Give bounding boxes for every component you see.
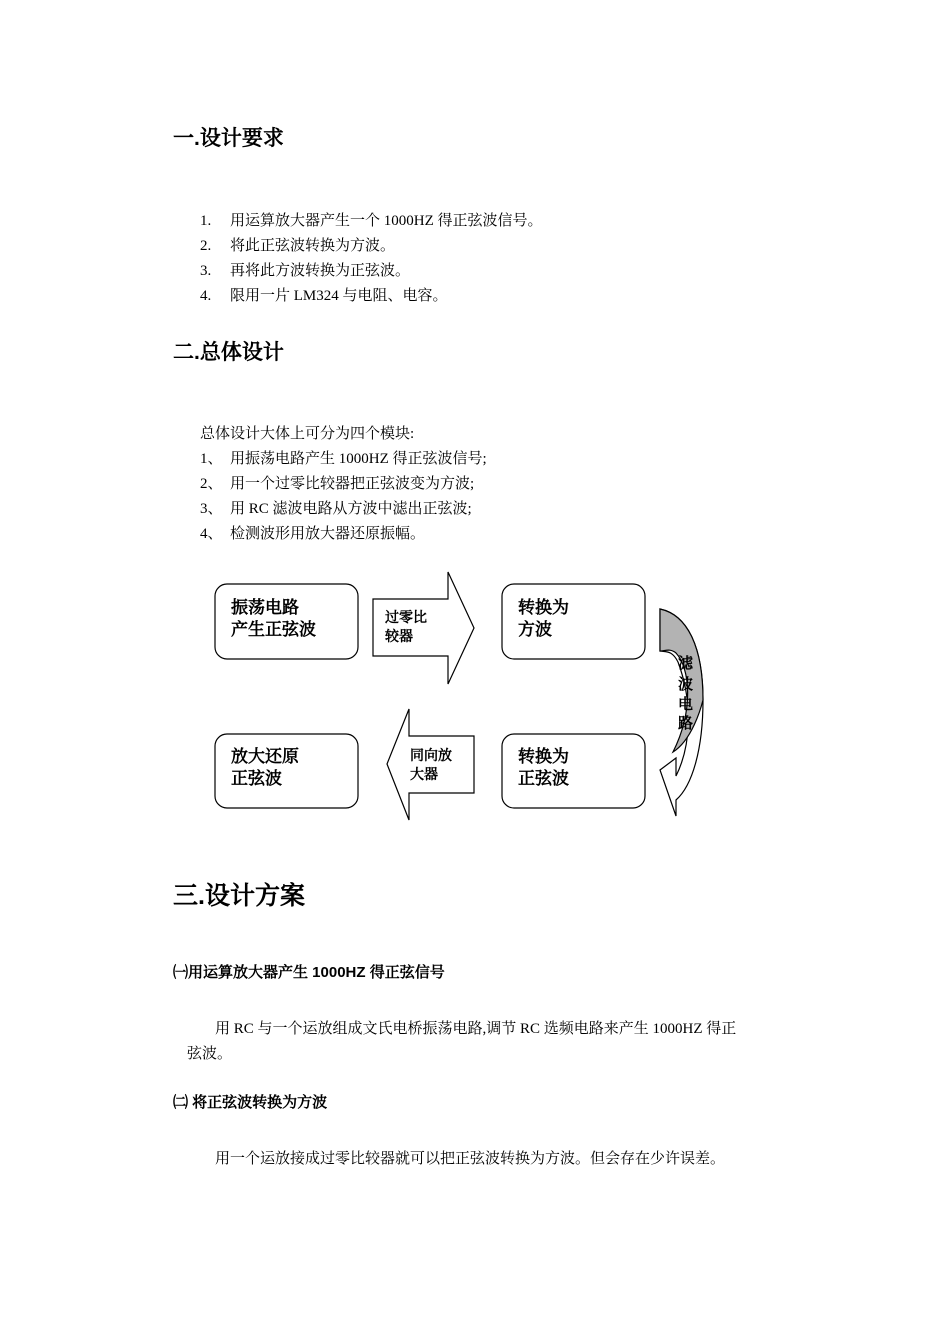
subsection1-para-line2: 弦波。 [187,1046,233,1062]
subsection1-para-line1: 用 RC 与一个运放组成文氏电桥振荡电路,调节 RC 选频电路来产生 1000HZ 得正 [215,1021,737,1037]
list-item: 1、 用振荡电路产生 1000HZ 得正弦波信号; [200,451,487,467]
subsection2-para: 用一个运放接成过零比较器就可以把正弦波转换为方波。但会存在少许误差。 [215,1151,726,1167]
list-item: 2. 将此正弦波转换为方波。 [200,238,396,254]
section1-title: 一.设计要求 [173,127,284,150]
filter-char-4: 路 [678,715,694,732]
subsection2-title: ㈡ 将正弦波转换为方波 [173,1094,328,1111]
subsection1-title: ㈠用运算放大器产生 1000HZ 得正弦信号 [173,964,445,981]
amplifier-arrow [387,709,474,820]
list-item: 1. 用运算放大器产生一个 1000HZ 得正弦波信号。 [200,213,543,229]
section2-title: 二.总体设计 [173,341,284,364]
arrow1-line2: 较器 [385,628,413,644]
list-item: 3、 用 RC 滤波电路从方波中滤出正弦波; [200,501,472,517]
box1-line1: 振荡电路 [231,598,299,617]
filter-char-1: 滤 [678,655,694,672]
arrow3-line2: 大器 [410,766,438,782]
list-item: 4. 限用一片 LM324 与电阻、电容。 [200,288,448,304]
box4-line1: 放大还原 [231,747,299,766]
list-item: 3. 再将此方波转换为正弦波。 [200,263,411,279]
box2-line1: 转换为 [518,598,569,617]
arrow3-line1: 同向放 [410,747,452,763]
box3-line1: 转换为 [518,747,569,766]
filter-char-3: 电 [678,696,694,713]
section2-intro: 总体设计大体上可分为四个模块: [200,426,415,442]
box1-line2: 产生正弦波 [231,620,316,639]
section3-title: 三.设计方案 [173,882,305,910]
arrow1-line1: 过零比 [385,609,427,625]
filter-char-2: 波 [678,676,694,693]
list-item: 4、 检测波形用放大器还原振幅。 [200,526,426,542]
box3-line2: 正弦波 [518,769,569,788]
box2-line2: 方波 [518,620,552,639]
box4-line2: 正弦波 [231,769,282,788]
list-item: 2、 用一个过零比较器把正弦波变为方波; [200,476,475,492]
